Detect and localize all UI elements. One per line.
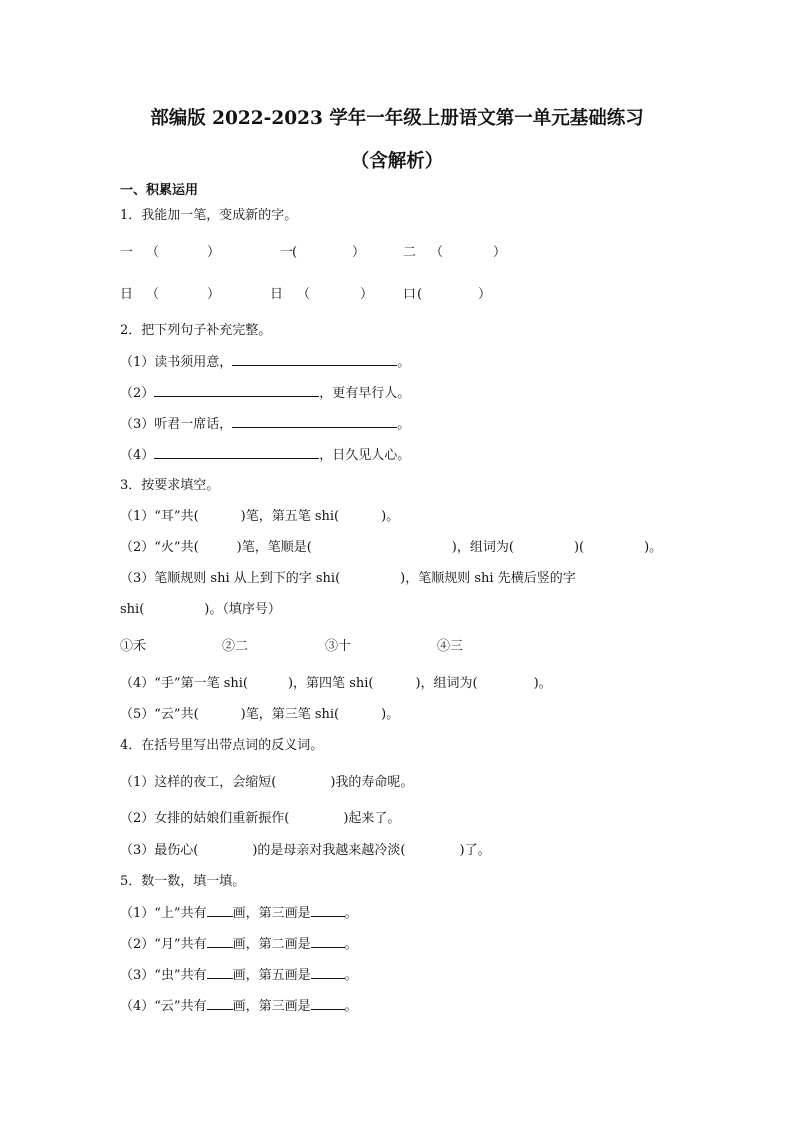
question-2-item-3: [120, 415, 410, 434]
item-number: （1）: [120, 355, 155, 370]
item-text: 。: [344, 906, 358, 921]
answer-blank[interactable]: [207, 935, 233, 948]
item-text: )我的寿命呢。: [330, 775, 414, 790]
paren-open: （: [146, 287, 160, 302]
item-text: )的是母亲对我越来越冷淡(: [252, 843, 406, 858]
item-text: （1）这样的夜工，会缩短(: [120, 775, 277, 790]
answer-blank[interactable]: [207, 997, 233, 1010]
item-text: )笔，第五笔 shi(: [240, 509, 340, 524]
item-text: )。: [644, 540, 663, 555]
item-text: （2）“火”共(: [120, 540, 199, 555]
answer-blank[interactable]: [311, 966, 345, 979]
option: ③十: [325, 639, 352, 654]
item-text: （1）“耳”共(: [120, 509, 199, 524]
item-text: 画，第三画是: [232, 906, 311, 921]
paren-open: （: [430, 245, 444, 260]
item-text: 。: [344, 937, 358, 952]
question-2-item-2: [120, 384, 410, 403]
question-5-item-4: [120, 997, 358, 1016]
option: ④三: [437, 639, 464, 654]
item-text: ，更有早行人。: [319, 386, 411, 401]
paren-close: ）: [493, 245, 507, 260]
section-heading: 一、积累运用: [120, 183, 199, 198]
question-5-item-2: [120, 935, 358, 954]
item-number: （3）: [120, 417, 155, 432]
item-number: （4）: [120, 448, 155, 463]
answer-blank[interactable]: [311, 935, 345, 948]
item-text: 画，第五画是: [232, 968, 311, 983]
item-number: （2）: [120, 386, 155, 401]
item-text: 读书须用意，: [154, 355, 233, 370]
item-text: )。: [381, 509, 400, 524]
question-3-item-1: [120, 508, 399, 526]
char: 一: [280, 245, 294, 260]
question-3-item-5: [120, 706, 399, 724]
item-text: )笔，笔顺是(: [236, 540, 312, 555]
question-5-item-3: [120, 966, 358, 985]
paren-open: （: [146, 245, 160, 260]
question-3-stem: 3．按要求填空。: [120, 478, 220, 493]
paren-close: ）: [207, 287, 221, 302]
answer-blank[interactable]: [232, 353, 397, 366]
item-text: 。: [397, 417, 411, 432]
item-text: （2）“月”共有: [120, 937, 207, 952]
item-text: ，日久见人心。: [319, 448, 411, 463]
item-text: )，笔顺规则 shi 先横后竖的字: [400, 571, 576, 586]
item-text: （3）“虫”共有: [120, 968, 207, 983]
paren-close: ）: [207, 245, 221, 260]
question-3-item-3-cont: [120, 601, 281, 619]
question-4-stem: 4．在括号里写出带点词的反义词。: [120, 738, 324, 753]
item-text: 画，第二画是: [232, 937, 311, 952]
item-text: 。: [344, 968, 358, 983]
item-text: )，组词为(: [415, 676, 478, 691]
paren-open: (: [417, 287, 423, 302]
answer-blank[interactable]: [311, 997, 345, 1010]
item-text: 。: [397, 355, 411, 370]
question-1-stem: 1．我能加一笔，变成新的字。: [120, 208, 298, 223]
question-4-item-3: [120, 842, 491, 860]
char: 口: [403, 287, 417, 302]
item-text: 画，第三画是: [232, 999, 311, 1014]
item-text: （2）女排的姑娘们重新振作(: [120, 811, 290, 826]
item-text: )。: [381, 707, 400, 722]
question-5-stem: 5．数一数，填一填。: [120, 874, 246, 889]
item-text: 。: [344, 999, 358, 1014]
question-2-item-4: [120, 446, 410, 465]
question-5-item-1: [120, 904, 358, 923]
item-text: （4）“云”共有: [120, 999, 207, 1014]
answer-blank[interactable]: [154, 384, 319, 397]
option: ②二: [222, 639, 249, 654]
item-text: shi(: [120, 602, 145, 617]
question-4-item-1: [120, 774, 413, 792]
answer-blank[interactable]: [207, 904, 233, 917]
paren-close: ）: [478, 287, 492, 302]
item-text: （1）“上”共有: [120, 906, 207, 921]
paren-close: ）: [360, 287, 374, 302]
paren-open: （: [297, 287, 311, 302]
item-text: )，组词为(: [451, 540, 514, 555]
item-text: （3）最伤心(: [120, 843, 199, 858]
item-text: )(: [573, 540, 585, 555]
question-2-item-1: [120, 353, 410, 372]
paren-open: (: [292, 245, 298, 260]
answer-blank[interactable]: [311, 904, 345, 917]
item-text: )了。: [459, 843, 491, 858]
char: 一: [120, 245, 134, 260]
paren-close: ）: [352, 245, 366, 260]
question-3-item-2: [120, 539, 662, 557]
question-3-item-4: [120, 675, 552, 693]
char: 日: [120, 287, 134, 302]
char: 日: [270, 287, 284, 302]
item-text: （3）笔顺规则 shi 从上到下的字 shi(: [120, 571, 341, 586]
option: ①禾: [120, 639, 147, 654]
question-3-item-3: [120, 570, 576, 588]
item-text: )笔，第三笔 shi(: [240, 707, 340, 722]
question-4-item-2: [120, 810, 400, 828]
item-text: )。: [533, 676, 552, 691]
item-text: )起来了。: [343, 811, 401, 826]
item-text: )。（填序号）: [204, 602, 281, 617]
item-text: （4）“手”第一笔 shi(: [120, 676, 248, 691]
answer-blank[interactable]: [154, 446, 319, 459]
answer-blank[interactable]: [207, 966, 233, 979]
item-text: )，第四笔 shi(: [287, 676, 374, 691]
char: 二: [403, 245, 417, 260]
question-2-stem: 2．把下列句子补充完整。: [120, 323, 272, 338]
answer-blank[interactable]: [232, 415, 397, 428]
item-text: 听君一席话，: [154, 417, 233, 432]
page-title: 部编版 2022-2023 学年一年级上册语文第一单元基础练习: [150, 108, 644, 129]
page-subtitle: （含解析）: [350, 151, 444, 172]
item-text: （5）“云”共(: [120, 707, 199, 722]
